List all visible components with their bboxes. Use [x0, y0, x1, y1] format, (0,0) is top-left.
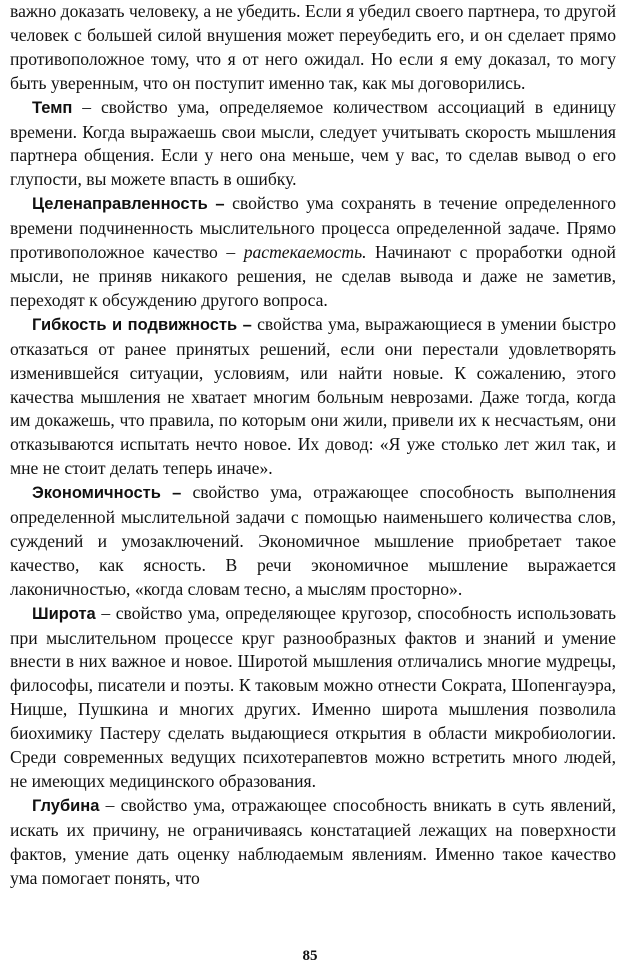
page-body	[10, 0, 616, 891]
term-purposefulness: Целенаправленность –	[32, 195, 225, 214]
page-number: 85	[302, 948, 318, 964]
paragraph-economy	[10, 481, 616, 602]
italic-term-rastekaemost: растекаемость.	[243, 242, 367, 263]
paragraph-flexibility-text: свойства ума, выражающиеся в умении быстро отказаться от ранее принятых решений, если они перестали удовлетворять изменившейся ситуации, условиям, или найти новые. К сожалению, этого качества мышления не хватает многим больным неврозами. Даже тогда, когда им докажешь, что правила, по которым они жили, привели их к несчастьям, они отказываются испытать нечто новое. Их довод: «Я уже столько лет жил так, и мне не стоит делать теперь иначе».	[10, 313, 616, 479]
paragraph-purposefulness	[10, 192, 616, 313]
paragraph-flexibility	[10, 313, 616, 481]
term-depth: Глубина	[32, 796, 100, 815]
term-breadth: Широта	[32, 604, 96, 623]
paragraph-depth-text: – свойство ума, отражающее способность вникать в суть явлений, искать их причину, не ограничиваясь констатацией лежащих на поверхности фактов, умение дать оценку наблюдаемым явлениям. Именно такое качество ума помогает понять, что	[10, 794, 616, 888]
paragraph-purposefulness-text: свойство ума сохранять в течение определенного времени подчиненность мыслительного процесса определенной задаче. Прямо противоположное качество –	[10, 193, 617, 263]
term-flexibility: Гибкость и подвижность –	[32, 315, 252, 334]
paragraph-breadth	[10, 602, 616, 794]
paragraph-purposefulness-text-after: Начинают с проработки одной мысли, не приняв никакого решения, не сделав вывода и даже не заметив, переходят к обсуждению другого вопроса.	[10, 242, 616, 310]
paragraph-depth	[10, 794, 616, 891]
paragraph-economy-text: свойство ума, отражающее способность выполнения определенной мыслительной задачи с помощью наименьшего количества слов, суждений и умозаключений. Экономичное мышление приобретает такое качество, как ясность. В речи экономичное мышление выражается лаконичностью, «когда словам тесно, а мыслям просторно».	[10, 482, 616, 599]
paragraph-temp	[10, 96, 616, 193]
intro-paragraph: важно доказать человеку, а не убедить. Если я убедил своего партнера, то другой человек с большей силой внушения может переубедить его, и он сделает прямо противоположное тому, что я от него ожидал. Но если я ему доказал, то могу быть уверенным, что он поступит именно так, как мы договорились.	[10, 1, 616, 93]
paragraph-temp-text: – свойство ума, определяемое количеством ассоциаций в единицу времени. Когда выражаешь свои мысли, следует учитывать скорость мышления партнера общения. Если у него она меньше, чем у вас, то сделав вывод о его глупости, вы можете впасть в ошибку.	[10, 96, 616, 190]
term-economy: Экономичность –	[32, 484, 182, 503]
paragraph-breadth-text: – свойство ума, определяющее кругозор, способность использовать при мыслительном процессе круг разнообразных фактов и знаний и умение внести в них важное и новое. Широтой мышления отличались многие мудрецы, философы, писатели и поэты. К таковым можно отнести Сократа, Шопенгауэра, Ницше, Пушкина и многих других. Именно широта мышления позволила биохимику Пастеру сделать выдающиеся открытия в области микробиологии. Среди современных ведущих психотерапевтов можно встретить много людей, не имеющих медицинского образования.	[10, 602, 616, 791]
term-temp: Темп	[32, 98, 73, 117]
